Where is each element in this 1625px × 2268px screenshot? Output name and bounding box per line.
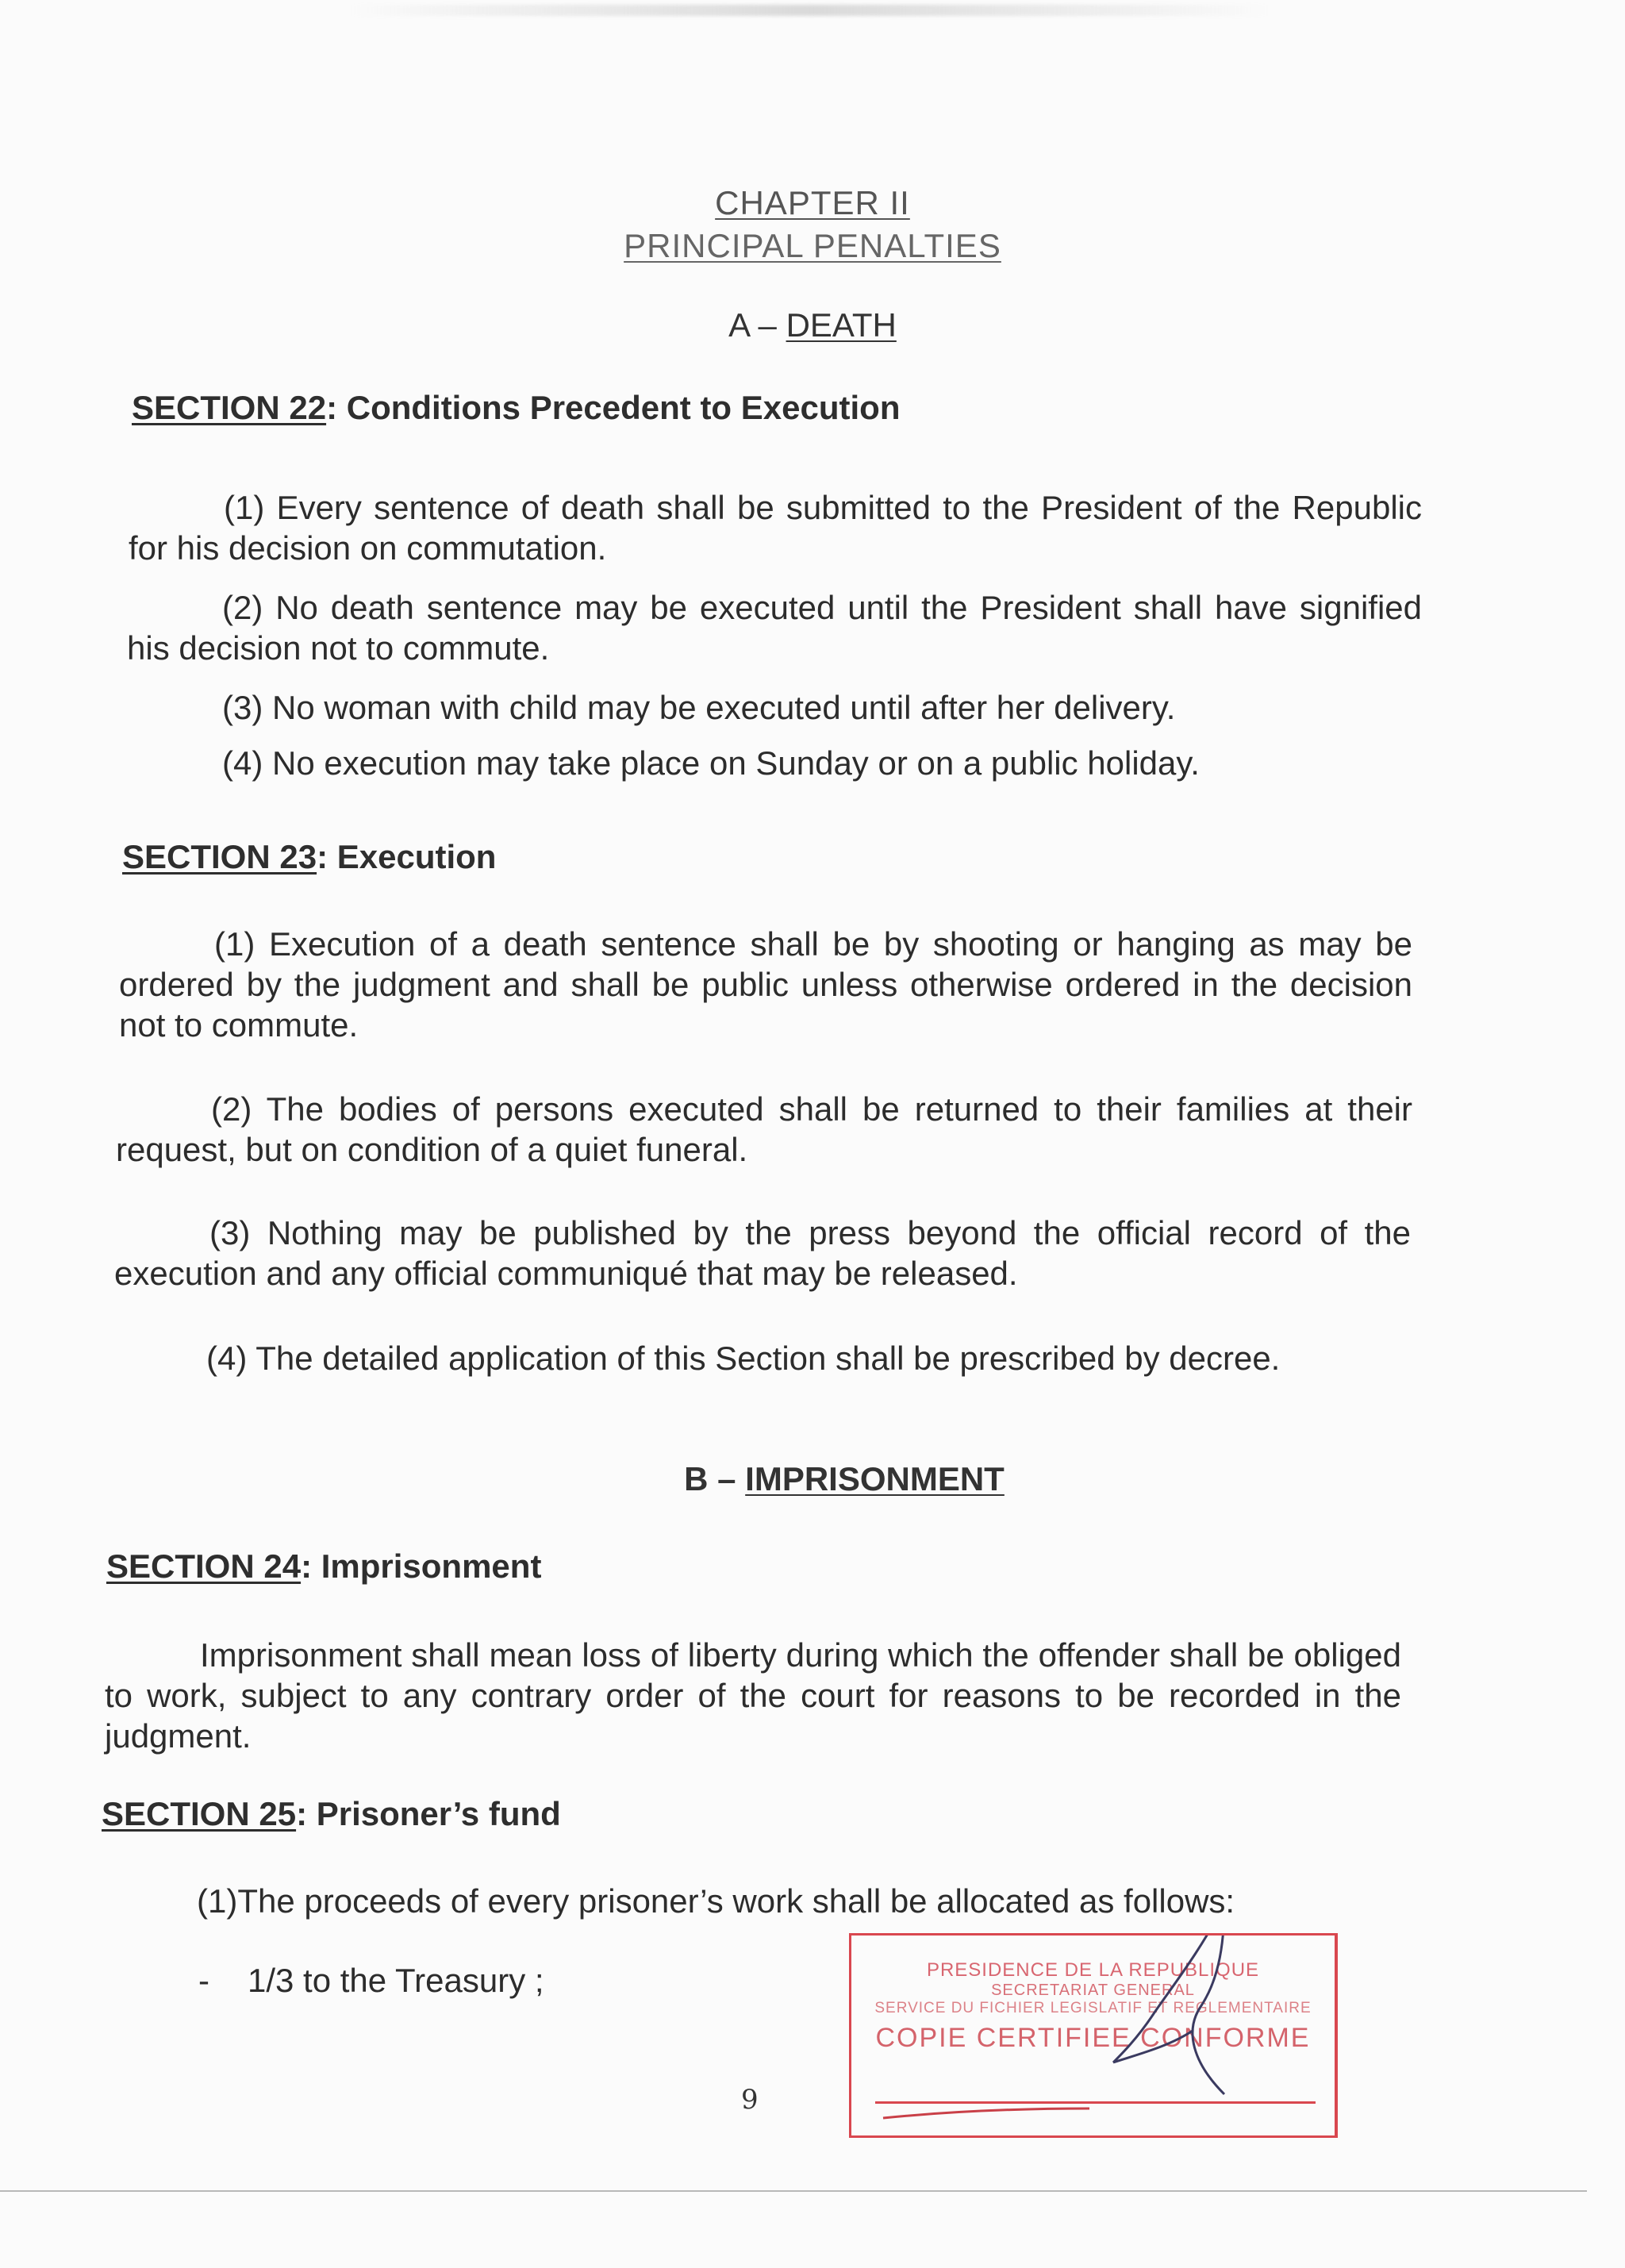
section-23-para-4: (4) The detailed application of this Section shall be prescribed by decree. [206,1340,1281,1377]
section-23-para-1: (1) Execution of a death sentence shall be by shooting or hanging as may be ordered by the judgment and shall be public unless otherwise ordered in the decision not to commute. [119,925,1412,1044]
part-a-prefix: A – [728,306,786,344]
part-a-heading [0,306,1625,344]
certification-stamp [849,1933,1338,2138]
part-b-title: IMPRISONMENT [745,1460,1005,1497]
stamp-line-3: SERVICE DU FICHIER LEGISLATIF ET REGLEMENTAIRE [874,1999,1312,2016]
section-22-para-1: (1) Every sentence of death shall be submitted to the President of the Republic for his decision on commutation. [129,489,1422,567]
stamp-line-4: COPIE CERTIFIEE CONFORME [875,2023,1311,2054]
section-22-para-2: (2) No death sentence may be executed until the President shall have signified his decision not to commute. [127,589,1422,667]
section-22-heading: SECTION 22: Conditions Precedent to Execution [132,389,901,426]
page-bottom-divider [0,2190,1587,2192]
section-24-heading: SECTION 24: Imprisonment [106,1547,542,1585]
chapter-number: CHAPTER II [715,184,910,221]
page-number: 9 [741,2084,759,2116]
section-23-para-3: (3) Nothing may be published by the press beyond the official record of the execution and any official communiqué that may be released. [114,1214,1411,1292]
handwritten-signature [851,1935,1340,2140]
part-a-title: DEATH [786,306,897,344]
stamp-line-1: PRESIDENCE DE LA REPUBLIQUE [926,1959,1260,1981]
section-23-para-2: (2) The bodies of persons executed shall be returned to their families at their request, but on condition of a quiet funeral. [116,1090,1412,1168]
section-23-heading: SECTION 23: Execution [122,838,497,875]
section-24-para-1: Imprisonment shall mean loss of liberty during which the offender shall be obliged to work, subject to any contrary order of the court for reasons to be recorded in the judgment. [105,1636,1401,1755]
stamp-line-2: SECRETARIAT GENERAL [991,1981,1195,1999]
section-22-para-4: (4) No execution may take place on Sunday or on a public holiday. [222,744,1200,782]
section-25-heading: SECTION 25: Prisoner’s fund [102,1795,561,1832]
section-25-para-1: (1)The proceeds of every prisoner’s work shall be allocated as follows: [197,1882,1235,1920]
bullet-dash: - [198,1962,209,1999]
chapter-title: PRINCIPAL PENALTIES [624,227,1001,264]
section-22-para-3: (3) No woman with child may be executed until after her delivery. [222,689,1176,726]
scan-artifact [349,5,1270,16]
part-b-heading [0,1460,1625,1498]
bullet-item-treasury: 1/3 to the Treasury ; [248,1962,544,1999]
part-b-prefix: B – [684,1460,746,1497]
